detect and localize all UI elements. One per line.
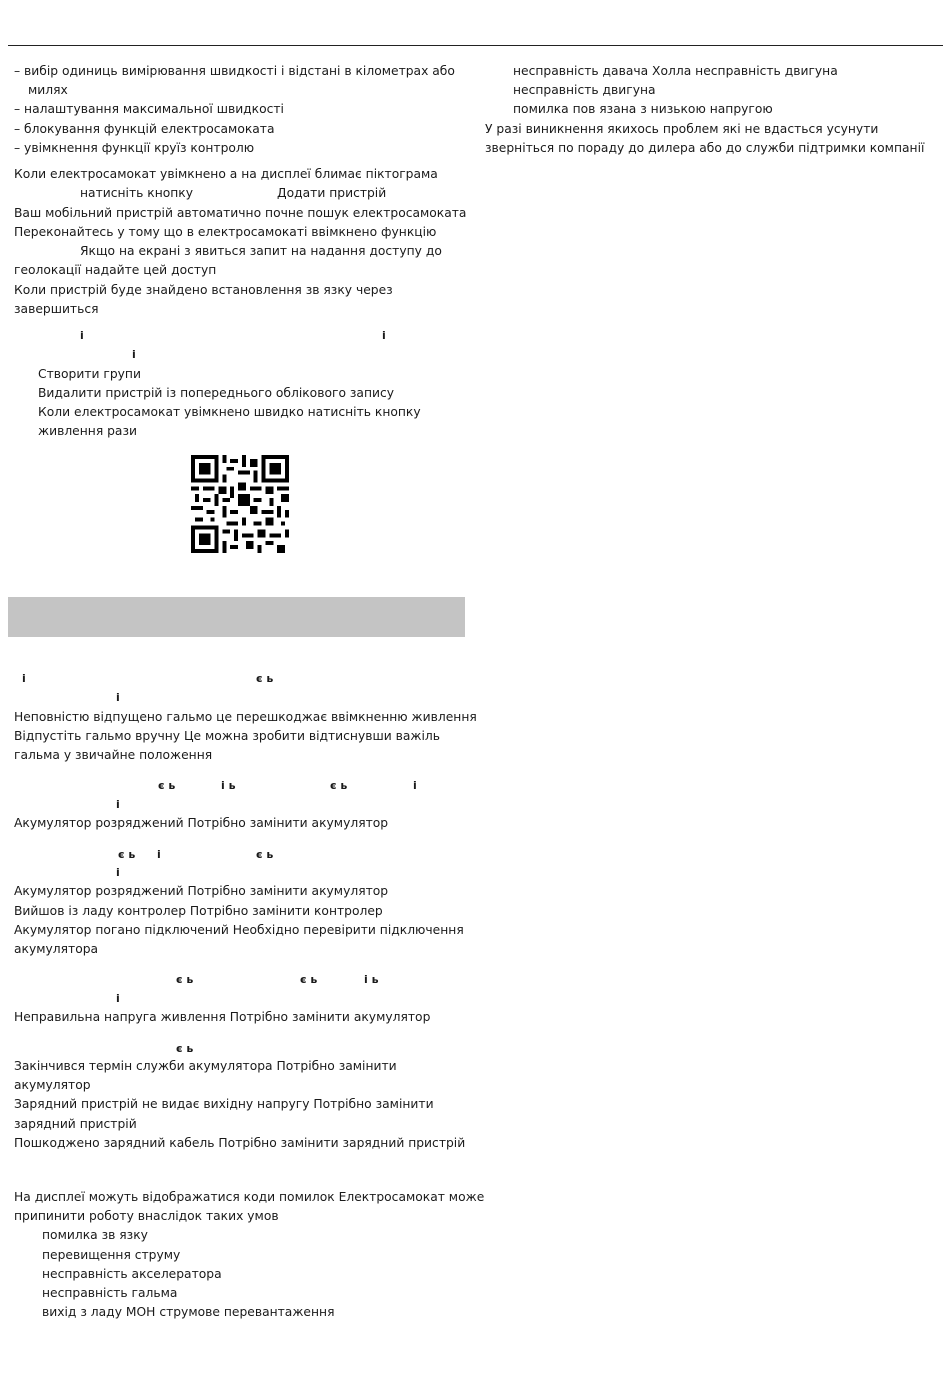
troubleshoot-line: Зарядний пристрій не видає вихідну напругу Потрібно замінити bbox=[14, 1097, 434, 1111]
glyph-fragment: і bbox=[116, 992, 120, 1005]
glyph-fragment: є ь bbox=[300, 973, 318, 986]
pairing-line: завершиться bbox=[14, 302, 99, 316]
section-header-bar bbox=[8, 597, 465, 637]
support-note: У разі виникнення якихось проблем які не вдасться усунути bbox=[485, 122, 879, 136]
glyph-fragment: і bbox=[116, 691, 120, 704]
glyph-fragment: є ь bbox=[256, 848, 274, 861]
group-line: Створити групи bbox=[38, 367, 141, 381]
error-intro: припинити роботу внаслідок таких умов bbox=[14, 1209, 279, 1223]
troubleshoot-line: акумулятора bbox=[14, 942, 99, 956]
pairing-line: Коли електросамокат увімкнено а на дисплеї блимає піктограма bbox=[14, 167, 438, 181]
troubleshoot-line: Акумулятор розряджений Потрібно замінити акумулятор bbox=[14, 884, 389, 898]
glyph-fragment: і bbox=[132, 348, 136, 361]
troubleshoot-line: Акумулятор погано підключений Необхідно перевірити підключення bbox=[14, 923, 464, 937]
troubleshoot-line: Неповністю відпущено гальмо це перешкоджає ввімкненню живлення bbox=[14, 710, 477, 724]
error-item: помилка пов язана з низькою напругою bbox=[513, 102, 773, 116]
pairing-line: Переконайтесь у тому що в електросамокаті ввімкнено функцію bbox=[14, 225, 437, 239]
error-item: несправність гальма bbox=[42, 1286, 178, 1300]
troubleshoot-line: Закінчився термін служби акумулятора Потрібно замінити bbox=[14, 1059, 397, 1073]
group-line: живлення рази bbox=[38, 424, 137, 438]
bullet-cruise: – увімкнення функції круїз контролю bbox=[14, 141, 255, 155]
troubleshoot-line: Неправильна напруга живлення Потрібно замінити акумулятор bbox=[14, 1010, 431, 1024]
error-intro: На дисплеї можуть відображатися коди помилок Електросамокат може bbox=[14, 1190, 485, 1204]
troubleshoot-line: гальма у звичайне положення bbox=[14, 748, 213, 762]
glyph-fragment: і bbox=[157, 848, 161, 861]
error-item: несправність давача Холла несправність двигуна bbox=[513, 64, 838, 78]
error-item: помилка зв язку bbox=[42, 1228, 148, 1242]
glyph-fragment: є ь bbox=[176, 1042, 194, 1055]
troubleshoot-line: зарядний пристрій bbox=[14, 1117, 137, 1131]
bullet-units: – вибір одиниць вимірювання швидкості і відстані в кілометрах або bbox=[14, 64, 455, 78]
group-line: Видалити пристрій із попереднього облікового запису bbox=[38, 386, 395, 400]
error-item: несправність двигуна bbox=[513, 83, 656, 97]
glyph-fragment: і ь bbox=[221, 779, 236, 792]
pairing-line: Коли пристрій буде знайдено встановлення зв язку через bbox=[14, 283, 393, 297]
pairing-line: геолокації надайте цей доступ bbox=[14, 263, 217, 277]
glyph-fragment: і bbox=[413, 779, 417, 792]
glyph-fragment: і bbox=[116, 798, 120, 811]
top-rule bbox=[8, 45, 943, 46]
bullet-units-cont: милях bbox=[28, 83, 68, 97]
glyph-fragment: і ь bbox=[364, 973, 379, 986]
troubleshoot-line: Вийшов із ладу контролер Потрібно замінити контролер bbox=[14, 904, 383, 918]
troubleshoot-line: Пошкоджено зарядний кабель Потрібно замінити зарядний пристрій bbox=[14, 1136, 466, 1150]
glyph-fragment: є ь bbox=[256, 672, 274, 685]
pairing-line: Ваш мобільний пристрій автоматично почне пошук електросамоката bbox=[14, 206, 467, 220]
glyph-fragment: і bbox=[382, 329, 386, 342]
pairing-line: натисніть кнопку bbox=[80, 186, 194, 200]
glyph-fragment: є ь bbox=[118, 848, 136, 861]
bullet-lock: – блокування функцій електросамоката bbox=[14, 122, 275, 136]
pairing-line: Якщо на екрані з явиться запит на надання доступу до bbox=[80, 244, 442, 258]
error-item: перевищення струму bbox=[42, 1248, 181, 1262]
troubleshoot-line: Акумулятор розряджений Потрібно замінити акумулятор bbox=[14, 816, 389, 830]
glyph-fragment: є ь bbox=[330, 779, 348, 792]
glyph-fragment: і bbox=[22, 672, 26, 685]
group-line: Коли електросамокат увімкнено швидко натисніть кнопку bbox=[38, 405, 421, 419]
pairing-line: Додати пристрій bbox=[277, 186, 387, 200]
glyph-fragment: є ь bbox=[176, 973, 194, 986]
error-item: вихід з ладу МОН струмове перевантаження bbox=[42, 1305, 335, 1319]
troubleshoot-line: акумулятор bbox=[14, 1078, 91, 1092]
support-note: зверніться по пораду до дилера або до служби підтримки компанії bbox=[485, 141, 925, 155]
glyph-fragment: є ь bbox=[158, 779, 176, 792]
bullet-max-speed: – налаштування максимальної швидкості bbox=[14, 102, 284, 116]
troubleshoot-line: Відпустіть гальмо вручну Це можна зробити відтиснувши важіль bbox=[14, 729, 441, 743]
qr-code-icon bbox=[191, 455, 289, 553]
glyph-fragment: і bbox=[116, 866, 120, 879]
glyph-fragment: і bbox=[80, 329, 84, 342]
error-item: несправність акселератора bbox=[42, 1267, 222, 1281]
